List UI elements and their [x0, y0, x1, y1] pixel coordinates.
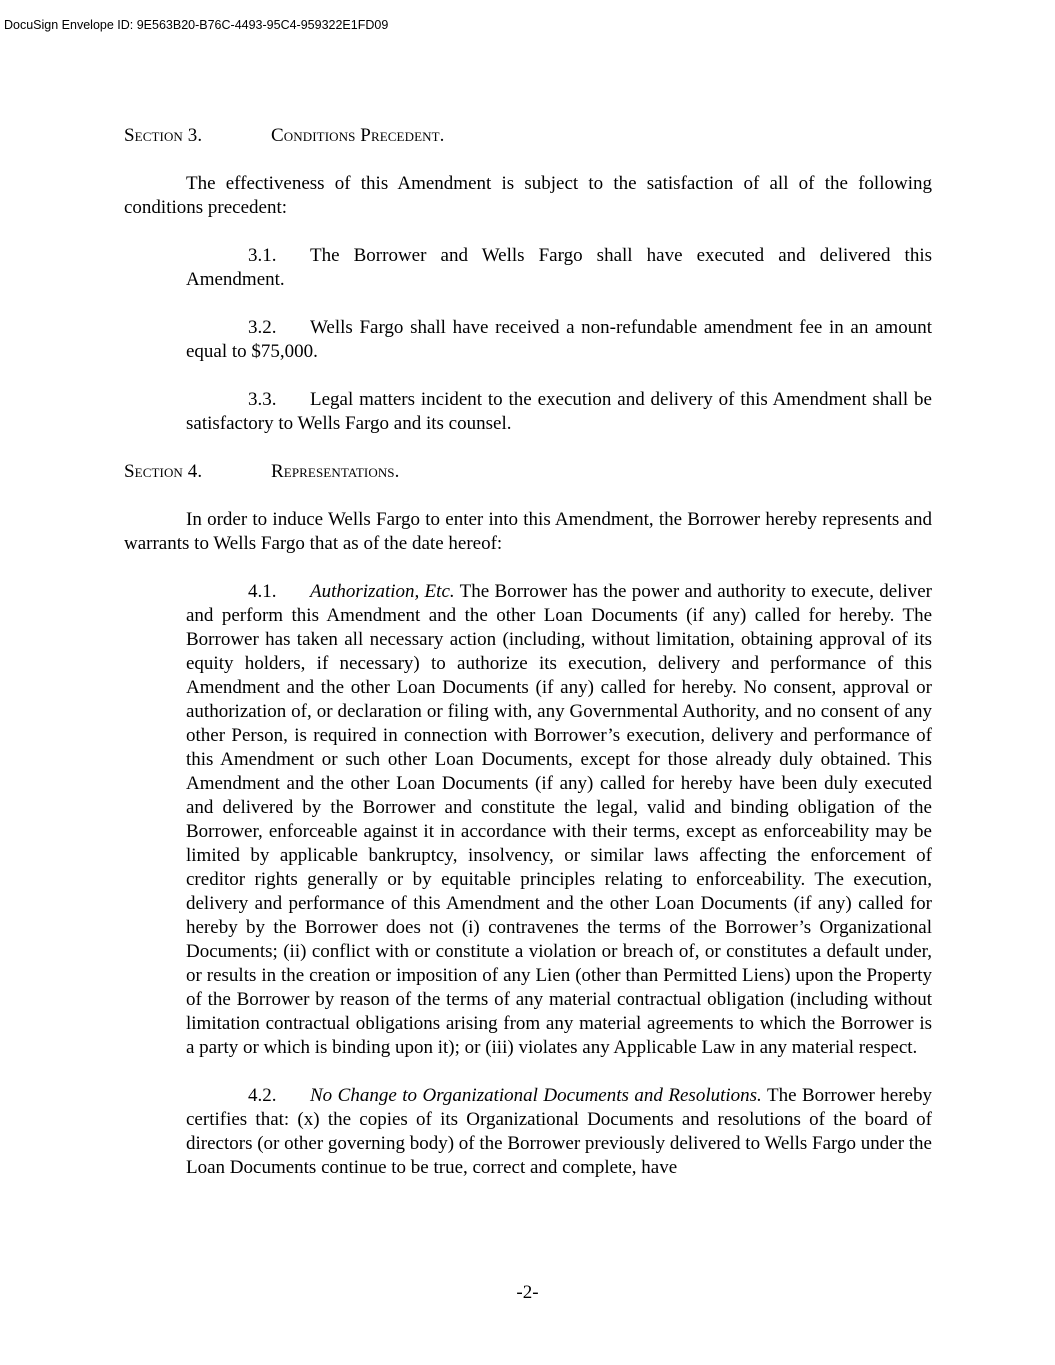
clause-3-1: [186, 244, 932, 292]
docusign-envelope-id: DocuSign Envelope ID: 9E563B20-B76C-4493-95C4-959322E1FD09: [4, 18, 389, 32]
clause-4-1-title: Authorization, Etc.: [310, 581, 455, 602]
clause-3-1-number: 3.1.: [248, 245, 277, 266]
clause-3-3-text: Legal matters incident to the execution and delivery of this Amendment shall be satisfactory to Wells Fargo and its counsel.: [186, 389, 932, 434]
clause-4-2-text: The Borrower hereby certifies that: (x) the copies of its Organizational Documents and resolutions of the board of directors (or other governing body) of the Borrower previously delivered to Wells Fargo under the Loan Documents continue to be true, correct and complete, have: [186, 1085, 932, 1178]
clause-4-2-number: 4.2.: [248, 1085, 277, 1106]
clause-3-2: [186, 316, 932, 364]
clause-4-1-text: The Borrower has the power and authority to execute, deliver and perform this Amendment and the other Loan Documents (if any) called for hereby. The Borrower has taken all necessary action (including, without limitation, obtaining approval of its equity holders, if necessary) to authorize its execution, delivery and performance of this Amendment and the other Loan Documents (if any) called for hereby. No consent, approval or authorization of, or declaration or filing with, any Governmental Authority, and no consent of any other Person, is required in connection with Borrower’s execution, delivery and performance of this Amendment or such other Loan Documents, except for those already duly obtained. This Amendment and the other Loan Documents (if any) called for hereby have been duly executed and delivered by the Borrower and constitute the legal, valid and binding obligation of the Borrower, enforceable against it in accordance with their terms, except as enforceability may be limited by applicable bankruptcy, insolvency, or similar laws affecting the enforcement of creditor rights generally or by equitable principles relating to enforceability. The execution, delivery and performance of this Amendment and the other Loan Documents (if any) called for hereby by the Borrower does not (i) contravenes the terms of the Borrower’s Organizational Documents; (ii) conflict with or constitute a violation or breach of, or constitutes a default under, or results in the creation or imposition of any Lien (other than Permitted Liens) upon the Property of the Borrower by reason of the terms of any material contractual obligation (including without limitation contractual obligations arising from any material agreements to which the Borrower is a party or which is binding upon it); or (iii) violates any Applicable Law in any material respect.: [186, 581, 932, 1058]
clause-3-2-text: Wells Fargo shall have received a non-refundable amendment fee in an amount equal to $75,000.: [186, 317, 932, 362]
clause-3-3-number: 3.3.: [248, 389, 277, 410]
section-4-heading: [124, 460, 932, 484]
section-3-intro: The effectiveness of this Amendment is subject to the satisfaction of all of the following conditions precedent:: [124, 173, 932, 218]
page-number: -2-: [516, 1282, 539, 1303]
section-3-title: Conditions Precedent.: [271, 125, 445, 146]
section-3-number: Section 3.: [124, 125, 203, 146]
clause-3-1-text: The Borrower and Wells Fargo shall have executed and delivered this Amendment.: [186, 245, 932, 290]
clause-3-2-number: 3.2.: [248, 317, 277, 338]
clause-4-1: [186, 580, 932, 1060]
clause-4-2: [186, 1084, 932, 1180]
clause-4-2-title: No Change to Organizational Documents and Resolutions.: [310, 1085, 762, 1106]
section-4-intro: In order to induce Wells Fargo to enter into this Amendment, the Borrower hereby represents and warrants to Wells Fargo that as of the date hereof:: [124, 509, 932, 554]
clause-3-3: [186, 388, 932, 436]
section-4-title: Representations.: [271, 461, 400, 482]
clause-4-1-number: 4.1.: [248, 581, 277, 602]
document-page: [124, 124, 932, 1180]
section-3-heading: [124, 124, 932, 148]
section-4-number: Section 4.: [124, 461, 203, 482]
